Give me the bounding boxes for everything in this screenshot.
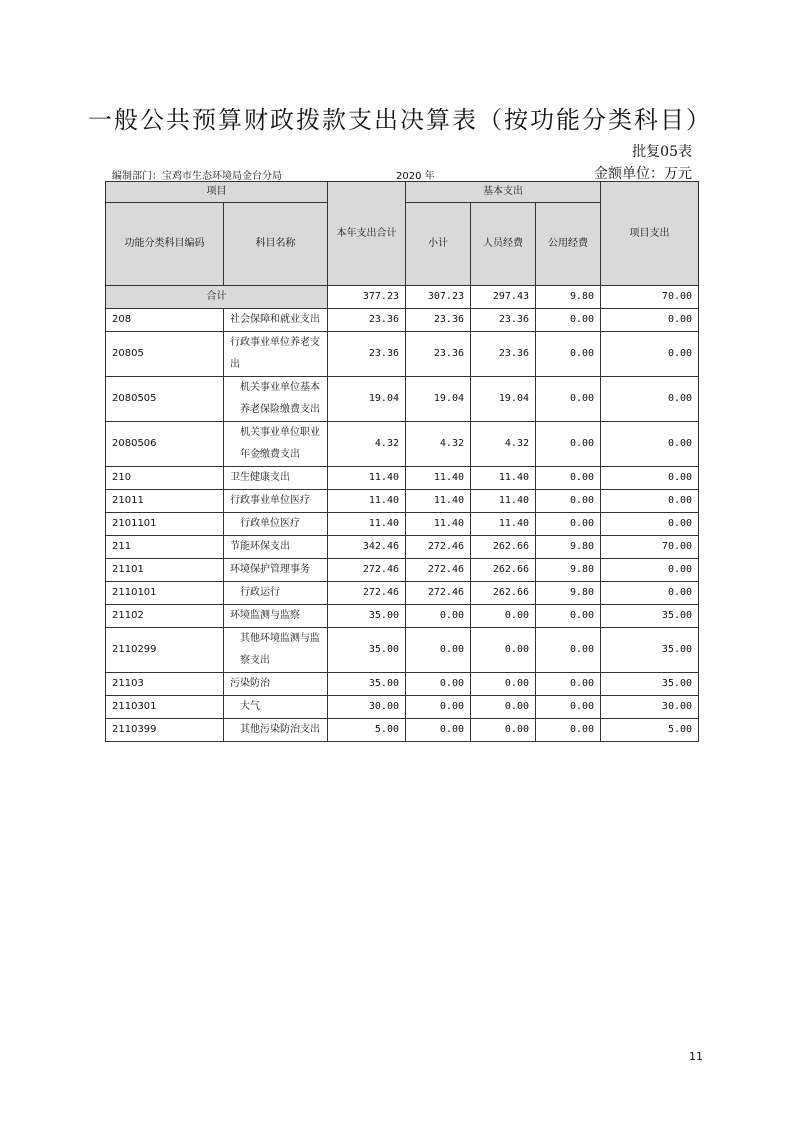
row-subtotal: 0.00 bbox=[406, 719, 471, 742]
row-project: 0.00 bbox=[601, 332, 699, 377]
row-subtotal: 23.36 bbox=[406, 332, 471, 377]
row-project: 5.00 bbox=[601, 719, 699, 742]
header-project-expense: 项目支出 bbox=[601, 182, 699, 286]
row-project: 0.00 bbox=[601, 490, 699, 513]
total-project: 70.00 bbox=[601, 286, 699, 309]
row-personnel: 0.00 bbox=[471, 628, 536, 673]
row-total: 4.32 bbox=[328, 422, 406, 467]
row-personnel: 23.36 bbox=[471, 309, 536, 332]
row-code: 20805 bbox=[106, 332, 224, 377]
row-code: 2110301 bbox=[106, 696, 224, 719]
row-public: 0.00 bbox=[536, 696, 601, 719]
unit-label: 金额单位：万元 bbox=[594, 166, 692, 182]
total-row bbox=[106, 286, 699, 309]
row-personnel: 4.32 bbox=[471, 422, 536, 467]
row-personnel: 0.00 bbox=[471, 605, 536, 628]
row-project: 0.00 bbox=[601, 467, 699, 490]
row-total: 23.36 bbox=[328, 309, 406, 332]
year-label: 2020 年 bbox=[396, 171, 435, 182]
row-personnel: 0.00 bbox=[471, 719, 536, 742]
row-name: 社会保障和就业支出 bbox=[224, 309, 328, 332]
header-project: 项目 bbox=[106, 182, 328, 203]
row-subtotal: 11.40 bbox=[406, 490, 471, 513]
meta-row bbox=[112, 163, 692, 181]
row-project: 0.00 bbox=[601, 582, 699, 605]
table-row bbox=[106, 490, 699, 513]
row-total: 272.46 bbox=[328, 559, 406, 582]
row-name: 行政运行 bbox=[224, 582, 328, 605]
page-title: 一般公共预算财政拨款支出决算表（按功能分类科目） bbox=[88, 106, 712, 134]
total-public: 9.80 bbox=[536, 286, 601, 309]
row-public: 9.80 bbox=[536, 582, 601, 605]
row-name: 污染防治 bbox=[224, 673, 328, 696]
row-project: 30.00 bbox=[601, 696, 699, 719]
row-project: 0.00 bbox=[601, 422, 699, 467]
row-personnel: 19.04 bbox=[471, 377, 536, 422]
row-code: 21102 bbox=[106, 605, 224, 628]
page-number: 11 bbox=[689, 1050, 703, 1063]
row-name: 其他环境监测与监察支出 bbox=[224, 628, 328, 673]
row-personnel: 0.00 bbox=[471, 696, 536, 719]
table-row bbox=[106, 719, 699, 742]
row-code: 21101 bbox=[106, 559, 224, 582]
row-project: 0.00 bbox=[601, 513, 699, 536]
row-subtotal: 0.00 bbox=[406, 696, 471, 719]
row-total: 11.40 bbox=[328, 490, 406, 513]
row-total: 5.00 bbox=[328, 719, 406, 742]
row-public: 0.00 bbox=[536, 332, 601, 377]
row-code: 2110299 bbox=[106, 628, 224, 673]
row-code: 2080506 bbox=[106, 422, 224, 467]
table-row bbox=[106, 513, 699, 536]
row-public: 0.00 bbox=[536, 377, 601, 422]
row-code: 210 bbox=[106, 467, 224, 490]
row-total: 11.40 bbox=[328, 513, 406, 536]
row-subtotal: 0.00 bbox=[406, 605, 471, 628]
row-project: 70.00 bbox=[601, 536, 699, 559]
table-row bbox=[106, 628, 699, 673]
row-public: 0.00 bbox=[536, 605, 601, 628]
total-subtotal: 307.23 bbox=[406, 286, 471, 309]
row-subtotal: 11.40 bbox=[406, 513, 471, 536]
table-row bbox=[106, 605, 699, 628]
department-label: 编制部门：宝鸡市生态环境局金台分局 bbox=[112, 171, 282, 182]
total-personnel: 297.43 bbox=[471, 286, 536, 309]
header-basic: 基本支出 bbox=[406, 182, 601, 203]
row-total: 11.40 bbox=[328, 467, 406, 490]
row-code: 21103 bbox=[106, 673, 224, 696]
row-code: 21011 bbox=[106, 490, 224, 513]
row-subtotal: 19.04 bbox=[406, 377, 471, 422]
row-name: 行政事业单位养老支出 bbox=[224, 332, 328, 377]
row-personnel: 23.36 bbox=[471, 332, 536, 377]
table-row bbox=[106, 673, 699, 696]
row-subtotal: 0.00 bbox=[406, 628, 471, 673]
row-name: 卫生健康支出 bbox=[224, 467, 328, 490]
row-total: 35.00 bbox=[328, 605, 406, 628]
total-label: 合计 bbox=[106, 286, 328, 309]
row-total: 23.36 bbox=[328, 332, 406, 377]
row-subtotal: 23.36 bbox=[406, 309, 471, 332]
table-row bbox=[106, 696, 699, 719]
header-public: 公用经费 bbox=[536, 203, 601, 286]
row-name: 机关事业单位基本养老保险缴费支出 bbox=[224, 377, 328, 422]
table-row bbox=[106, 536, 699, 559]
budget-table bbox=[105, 181, 699, 742]
row-subtotal: 272.46 bbox=[406, 559, 471, 582]
row-name: 大气 bbox=[224, 696, 328, 719]
row-total: 35.00 bbox=[328, 673, 406, 696]
row-project: 35.00 bbox=[601, 673, 699, 696]
table-row bbox=[106, 377, 699, 422]
row-total: 19.04 bbox=[328, 377, 406, 422]
form-code: 批复05表 bbox=[632, 144, 692, 160]
row-public: 9.80 bbox=[536, 536, 601, 559]
row-subtotal: 0.00 bbox=[406, 673, 471, 696]
table-row bbox=[106, 559, 699, 582]
row-personnel: 0.00 bbox=[471, 673, 536, 696]
header-subtotal: 小计 bbox=[406, 203, 471, 286]
row-public: 0.00 bbox=[536, 719, 601, 742]
header-total: 本年支出合计 bbox=[328, 182, 406, 286]
row-name: 行政单位医疗 bbox=[224, 513, 328, 536]
row-name: 机关事业单位职业年金缴费支出 bbox=[224, 422, 328, 467]
row-project: 35.00 bbox=[601, 628, 699, 673]
row-subtotal: 272.46 bbox=[406, 582, 471, 605]
row-personnel: 11.40 bbox=[471, 490, 536, 513]
row-personnel: 11.40 bbox=[471, 513, 536, 536]
row-name: 行政事业单位医疗 bbox=[224, 490, 328, 513]
row-total: 342.46 bbox=[328, 536, 406, 559]
row-code: 2101101 bbox=[106, 513, 224, 536]
header-name: 科目名称 bbox=[224, 203, 328, 286]
table-row bbox=[106, 422, 699, 467]
total-total: 377.23 bbox=[328, 286, 406, 309]
table-row bbox=[106, 332, 699, 377]
row-public: 9.80 bbox=[536, 559, 601, 582]
row-public: 0.00 bbox=[536, 467, 601, 490]
row-total: 30.00 bbox=[328, 696, 406, 719]
row-project: 0.00 bbox=[601, 309, 699, 332]
row-name: 环境监测与监察 bbox=[224, 605, 328, 628]
row-public: 0.00 bbox=[536, 513, 601, 536]
row-public: 0.00 bbox=[536, 422, 601, 467]
row-subtotal: 4.32 bbox=[406, 422, 471, 467]
row-project: 0.00 bbox=[601, 377, 699, 422]
row-personnel: 262.66 bbox=[471, 536, 536, 559]
table-row bbox=[106, 309, 699, 332]
header-code: 功能分类科目编码 bbox=[106, 203, 224, 286]
table-row bbox=[106, 467, 699, 490]
row-code: 208 bbox=[106, 309, 224, 332]
table-row bbox=[106, 582, 699, 605]
row-personnel: 11.40 bbox=[471, 467, 536, 490]
row-total: 35.00 bbox=[328, 628, 406, 673]
row-public: 0.00 bbox=[536, 309, 601, 332]
row-subtotal: 272.46 bbox=[406, 536, 471, 559]
row-name: 环境保护管理事务 bbox=[224, 559, 328, 582]
row-subtotal: 11.40 bbox=[406, 467, 471, 490]
row-total: 272.46 bbox=[328, 582, 406, 605]
row-code: 2080505 bbox=[106, 377, 224, 422]
row-personnel: 262.66 bbox=[471, 582, 536, 605]
row-project: 0.00 bbox=[601, 559, 699, 582]
row-code: 2110101 bbox=[106, 582, 224, 605]
row-project: 35.00 bbox=[601, 605, 699, 628]
row-personnel: 262.66 bbox=[471, 559, 536, 582]
row-code: 2110399 bbox=[106, 719, 224, 742]
row-name: 节能环保支出 bbox=[224, 536, 328, 559]
row-public: 0.00 bbox=[536, 673, 601, 696]
row-public: 0.00 bbox=[536, 628, 601, 673]
row-name: 其他污染防治支出 bbox=[224, 719, 328, 742]
row-public: 0.00 bbox=[536, 490, 601, 513]
row-code: 211 bbox=[106, 536, 224, 559]
header-personnel: 人员经费 bbox=[471, 203, 536, 286]
